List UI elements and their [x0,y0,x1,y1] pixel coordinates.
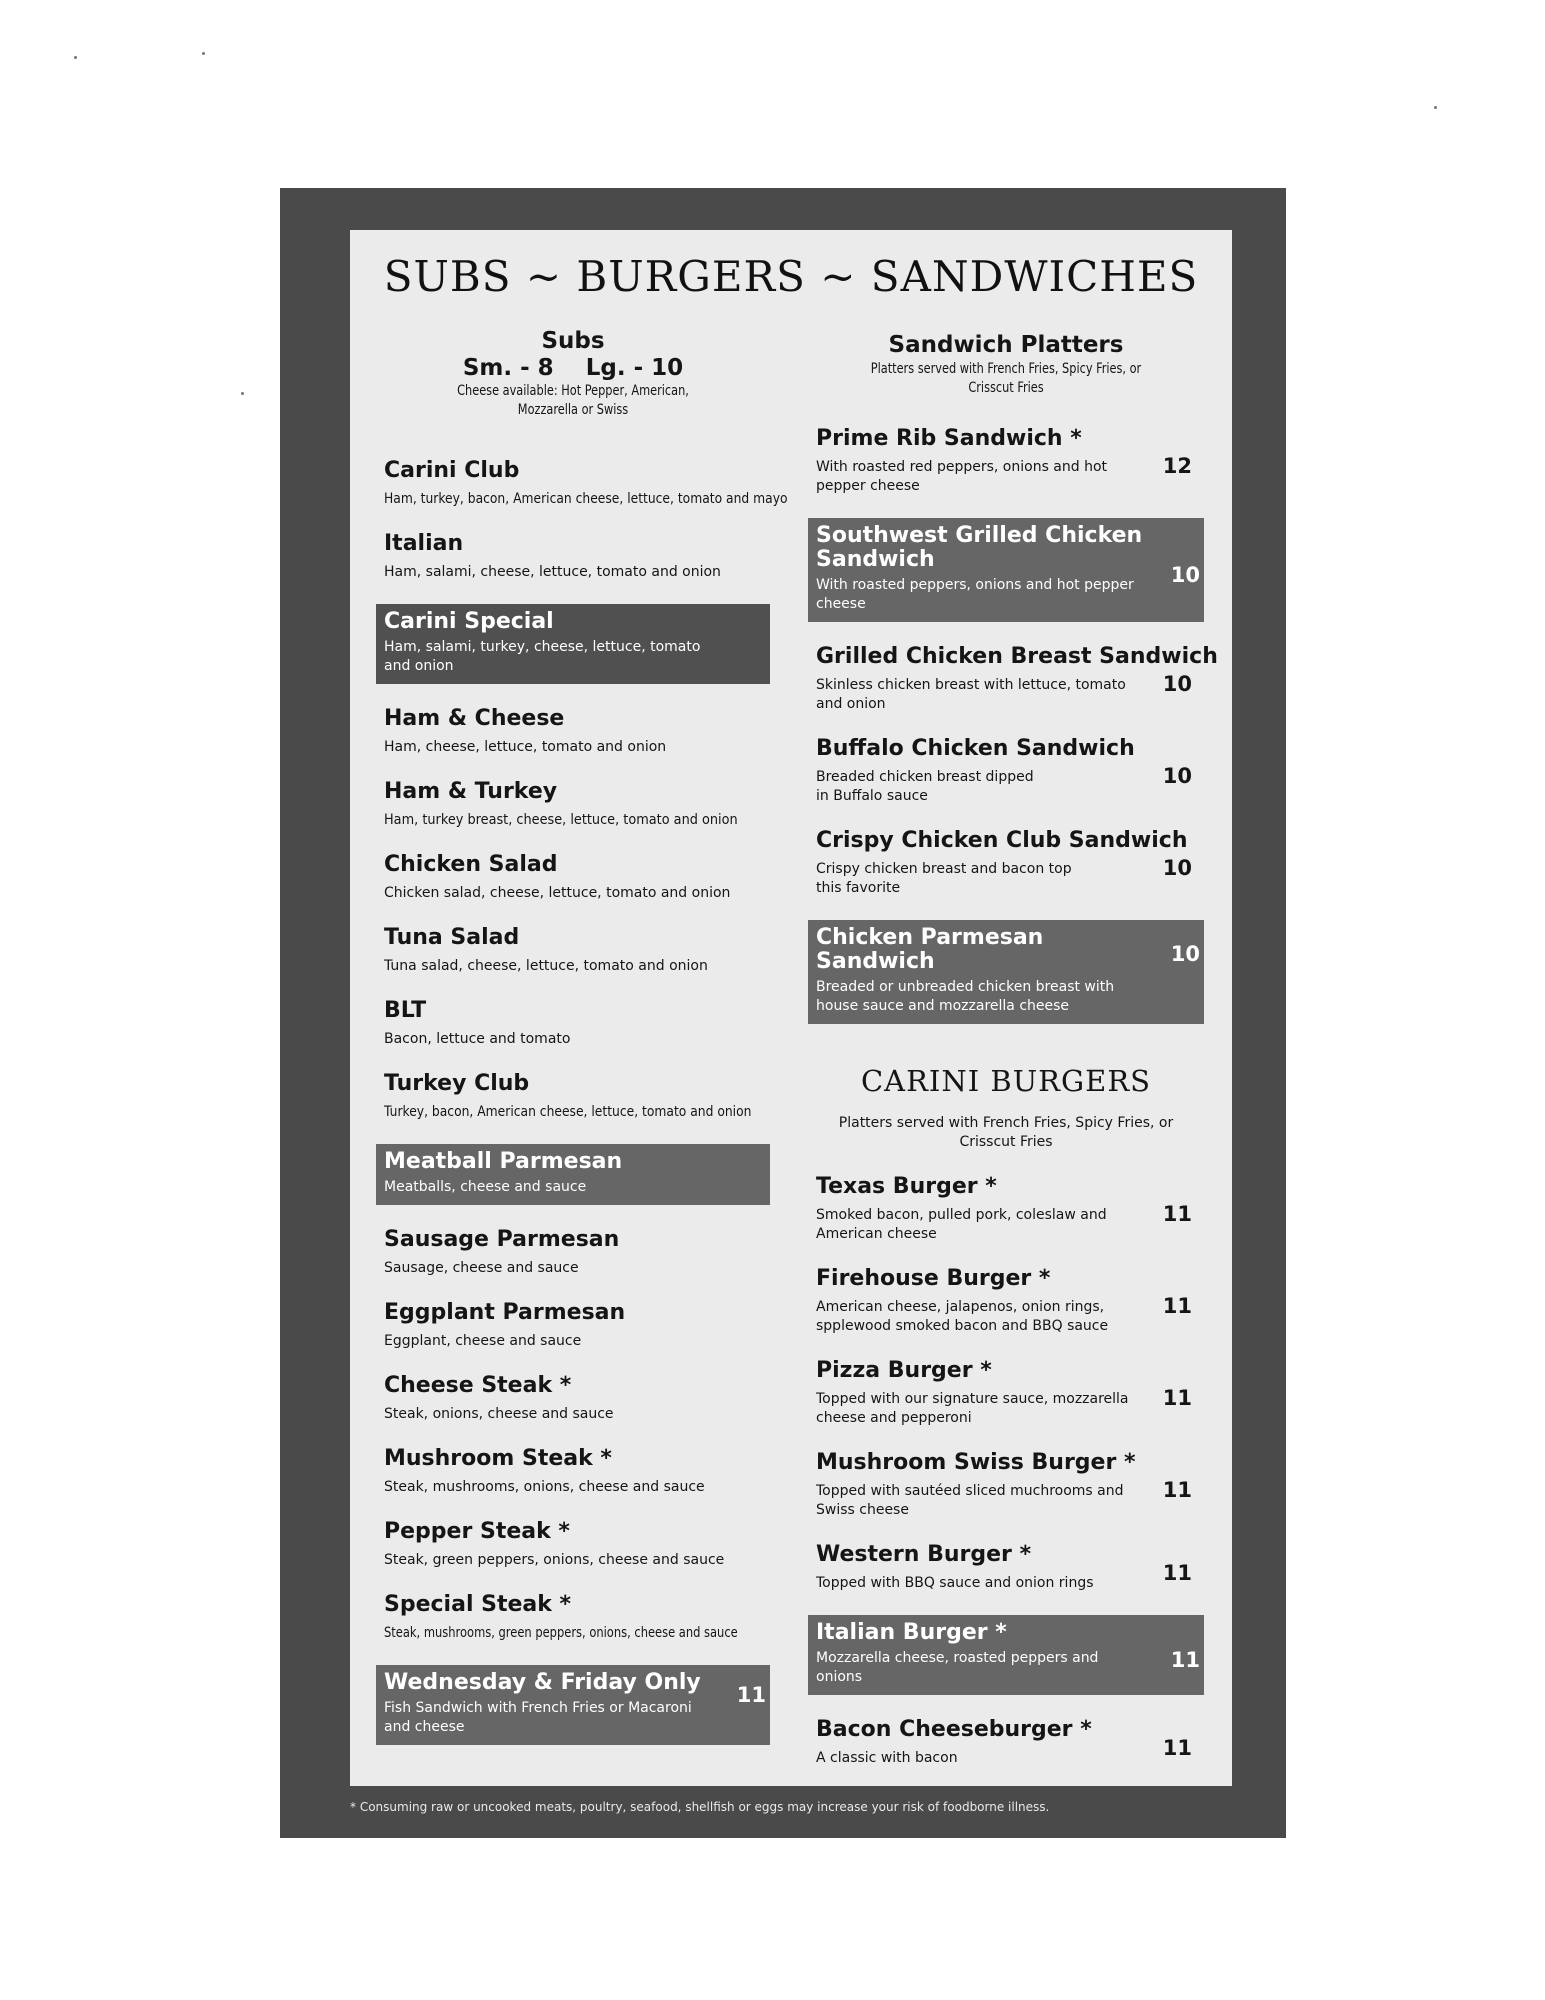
menu-item [816,1358,1196,1428]
item-desc: Ham, salami, turkey, cheese, lettuce, tomato and onion [384,639,701,674]
item-name: Prime Rib Sandwich * [816,426,1082,451]
menu-item [816,1717,1196,1768]
item-name: Carini Club [384,458,520,483]
burgers-header [816,1064,1196,1152]
item-name: Turkey Club [384,1071,530,1096]
item-desc: Sausage, cheese and sauce [384,1260,579,1276]
menu-item-featured [808,1615,1204,1695]
subs-prices: Sm. - 8 Lg. - 10 [462,355,684,381]
menu-item [384,925,762,976]
item-name: Western Burger * [816,1542,1032,1567]
item-desc: With roasted peppers, onions and hot pepper cheese [816,577,1134,612]
item-desc: Topped with BBQ sauce and onion rings [816,1575,1094,1591]
item-desc: Steak, green peppers, onions, cheese and sauce [384,1552,725,1568]
item-desc: Meatballs, cheese and sauce [384,1179,587,1195]
item-price: 11 [1162,1201,1192,1226]
item-desc: Topped with our signature sauce, mozzarella cheese and pepperoni [816,1391,1129,1426]
menu-item-featured [808,920,1204,1024]
item-desc: Turkey, bacon, American cheese, lettuce, tomato and onion [384,1104,752,1120]
item-name: Eggplant Parmesan [384,1300,626,1325]
menu-item [816,644,1218,714]
platters-note: Platters served with French Fries, Spicy Fries, or Crisscut Fries [870,361,1142,396]
platters-heading: Sandwich Platters [888,332,1124,358]
item-name: Italian [384,531,464,556]
menu-item [384,458,788,509]
item-desc: A classic with bacon [816,1750,958,1766]
subs-heading: Subs [541,328,605,354]
item-desc: Skinless chicken breast with lettuce, tomato and onion [816,677,1126,712]
item-price: 11 [1162,1385,1192,1410]
item-name: Crispy Chicken Club Sandwich [816,828,1188,853]
item-name: Carini Special [384,609,554,634]
menu-item [384,1227,762,1278]
item-name: Wednesday & Friday Only [384,1670,701,1695]
item-desc: Breaded or unbreaded chicken breast with house sauce and mozzarella cheese [816,979,1115,1014]
subs-header [384,328,762,420]
burgers-note: Platters served with French Fries, Spicy Fries, or Crisscut Fries [838,1115,1174,1150]
menu-panel [350,230,1232,1786]
item-name: Sausage Parmesan [384,1227,620,1252]
item-price: 11 [1170,1647,1200,1672]
item-name: Mushroom Swiss Burger * [816,1450,1136,1475]
item-name: Pepper Steak * [384,1519,570,1544]
item-name: Chicken Salad [384,852,558,877]
item-name: Ham & Turkey [384,779,558,804]
item-desc: Breaded chicken breast dipped in Buffalo sauce [816,769,1034,804]
item-desc: Ham, turkey breast, cheese, lettuce, tomato and onion [384,812,738,828]
item-desc: Tuna salad, cheese, lettuce, tomato and onion [384,958,708,974]
menu-item [816,828,1196,898]
subs-cheese-note: Cheese available: Hot Pepper, American, Mozzarella or Swiss [457,383,689,418]
platters-header [816,332,1196,398]
menu-item [816,736,1196,806]
item-name: Meatball Parmesan [384,1149,623,1174]
menu-item [384,779,762,830]
menu-item [384,1071,762,1122]
item-name: Firehouse Burger * [816,1266,1051,1291]
item-price: 10 [1170,942,1200,966]
burgers-heading: CARINI BURGERS [860,1064,1152,1098]
item-desc: Ham, cheese, lettuce, tomato and onion [384,739,667,755]
menu-item [816,1174,1196,1244]
platters-column [816,328,1218,1790]
item-price: 12 [1162,453,1192,478]
menu-item [816,1450,1196,1520]
item-name: Chicken Parmesan Sandwich [816,925,1044,974]
item-price: 11 [1162,1560,1192,1585]
item-name: Texas Burger * [816,1174,997,1199]
item-price: 11 [1162,1477,1192,1502]
menu-item [384,1300,762,1351]
item-desc: Chicken salad, cheese, lettuce, tomato and onion [384,885,731,901]
item-desc: Steak, mushrooms, onions, cheese and sauce [384,1479,705,1495]
item-price: 11 [736,1683,766,1707]
item-desc: Fish Sandwich with French Fries or Macaroni and cheese [384,1700,692,1735]
item-name: Cheese Steak * [384,1373,572,1398]
menu-item [816,1266,1196,1336]
item-price: 11 [1162,1293,1192,1318]
menu-item [816,426,1196,496]
item-price: 10 [1170,562,1200,587]
item-desc: Bacon, lettuce and tomato [384,1031,571,1047]
item-desc: Steak, onions, cheese and sauce [384,1406,614,1422]
item-name: Grilled Chicken Breast Sandwich [816,644,1218,669]
item-desc: With roasted red peppers, onions and hot pepper cheese [816,459,1108,494]
menu-item [384,998,762,1049]
item-name: Italian Burger * [816,1620,1007,1645]
item-name: BLT [384,998,427,1023]
item-desc: Steak, mushrooms, green peppers, onions, cheese and sauce [384,1625,738,1641]
item-desc: Smoked bacon, pulled pork, coleslaw and American cheese [816,1207,1107,1242]
menu-item [384,1373,762,1424]
health-disclaimer: * Consuming raw or uncooked meats, poultry, seafood, shellfish or eggs may increase your risk of foodborne illness. [350,1800,1050,1814]
item-desc: Mozzarella cheese, roasted peppers and onions [816,1650,1099,1685]
menu-item [384,1519,762,1570]
menu-item [384,852,762,903]
item-desc: Ham, salami, cheese, lettuce, tomato and onion [384,564,721,580]
item-name: Mushroom Steak * [384,1446,612,1471]
item-price: 10 [1162,671,1192,696]
menu-page [280,188,1286,1838]
menu-item-featured [376,1144,770,1205]
item-desc: Crispy chicken breast and bacon top this favorite [816,861,1072,896]
item-name: Special Steak * [384,1592,572,1617]
item-desc: Eggplant, cheese and sauce [384,1333,582,1349]
menu-title: SUBS ~ BURGERS ~ SANDWICHES [383,252,1199,301]
menu-item [384,1592,762,1643]
item-desc: American cheese, jalapenos, onion rings, spplewood smoked bacon and BBQ sauce [816,1299,1109,1334]
menu-item [384,531,762,582]
item-name: Pizza Burger * [816,1358,992,1383]
item-price: 10 [1162,855,1192,880]
subs-column [384,328,788,1767]
item-name: Southwest Grilled Chicken Sandwich [816,523,1143,572]
item-price: 11 [1162,1735,1192,1760]
item-price: 10 [1162,763,1192,788]
item-name: Ham & Cheese [384,706,565,731]
menu-item-featured [376,1665,770,1745]
item-name: Tuna Salad [384,925,520,950]
item-desc: Ham, turkey, bacon, American cheese, lettuce, tomato and mayo [384,491,788,507]
menu-item [384,1446,762,1497]
menu-item-featured [808,518,1204,622]
menu-item [384,706,762,757]
item-name: Bacon Cheeseburger * [816,1717,1092,1742]
menu-item [816,1542,1196,1593]
menu-item-featured [376,604,770,684]
item-desc: Topped with sautéed sliced muchrooms and Swiss cheese [816,1483,1124,1518]
item-name: Buffalo Chicken Sandwich [816,736,1135,761]
